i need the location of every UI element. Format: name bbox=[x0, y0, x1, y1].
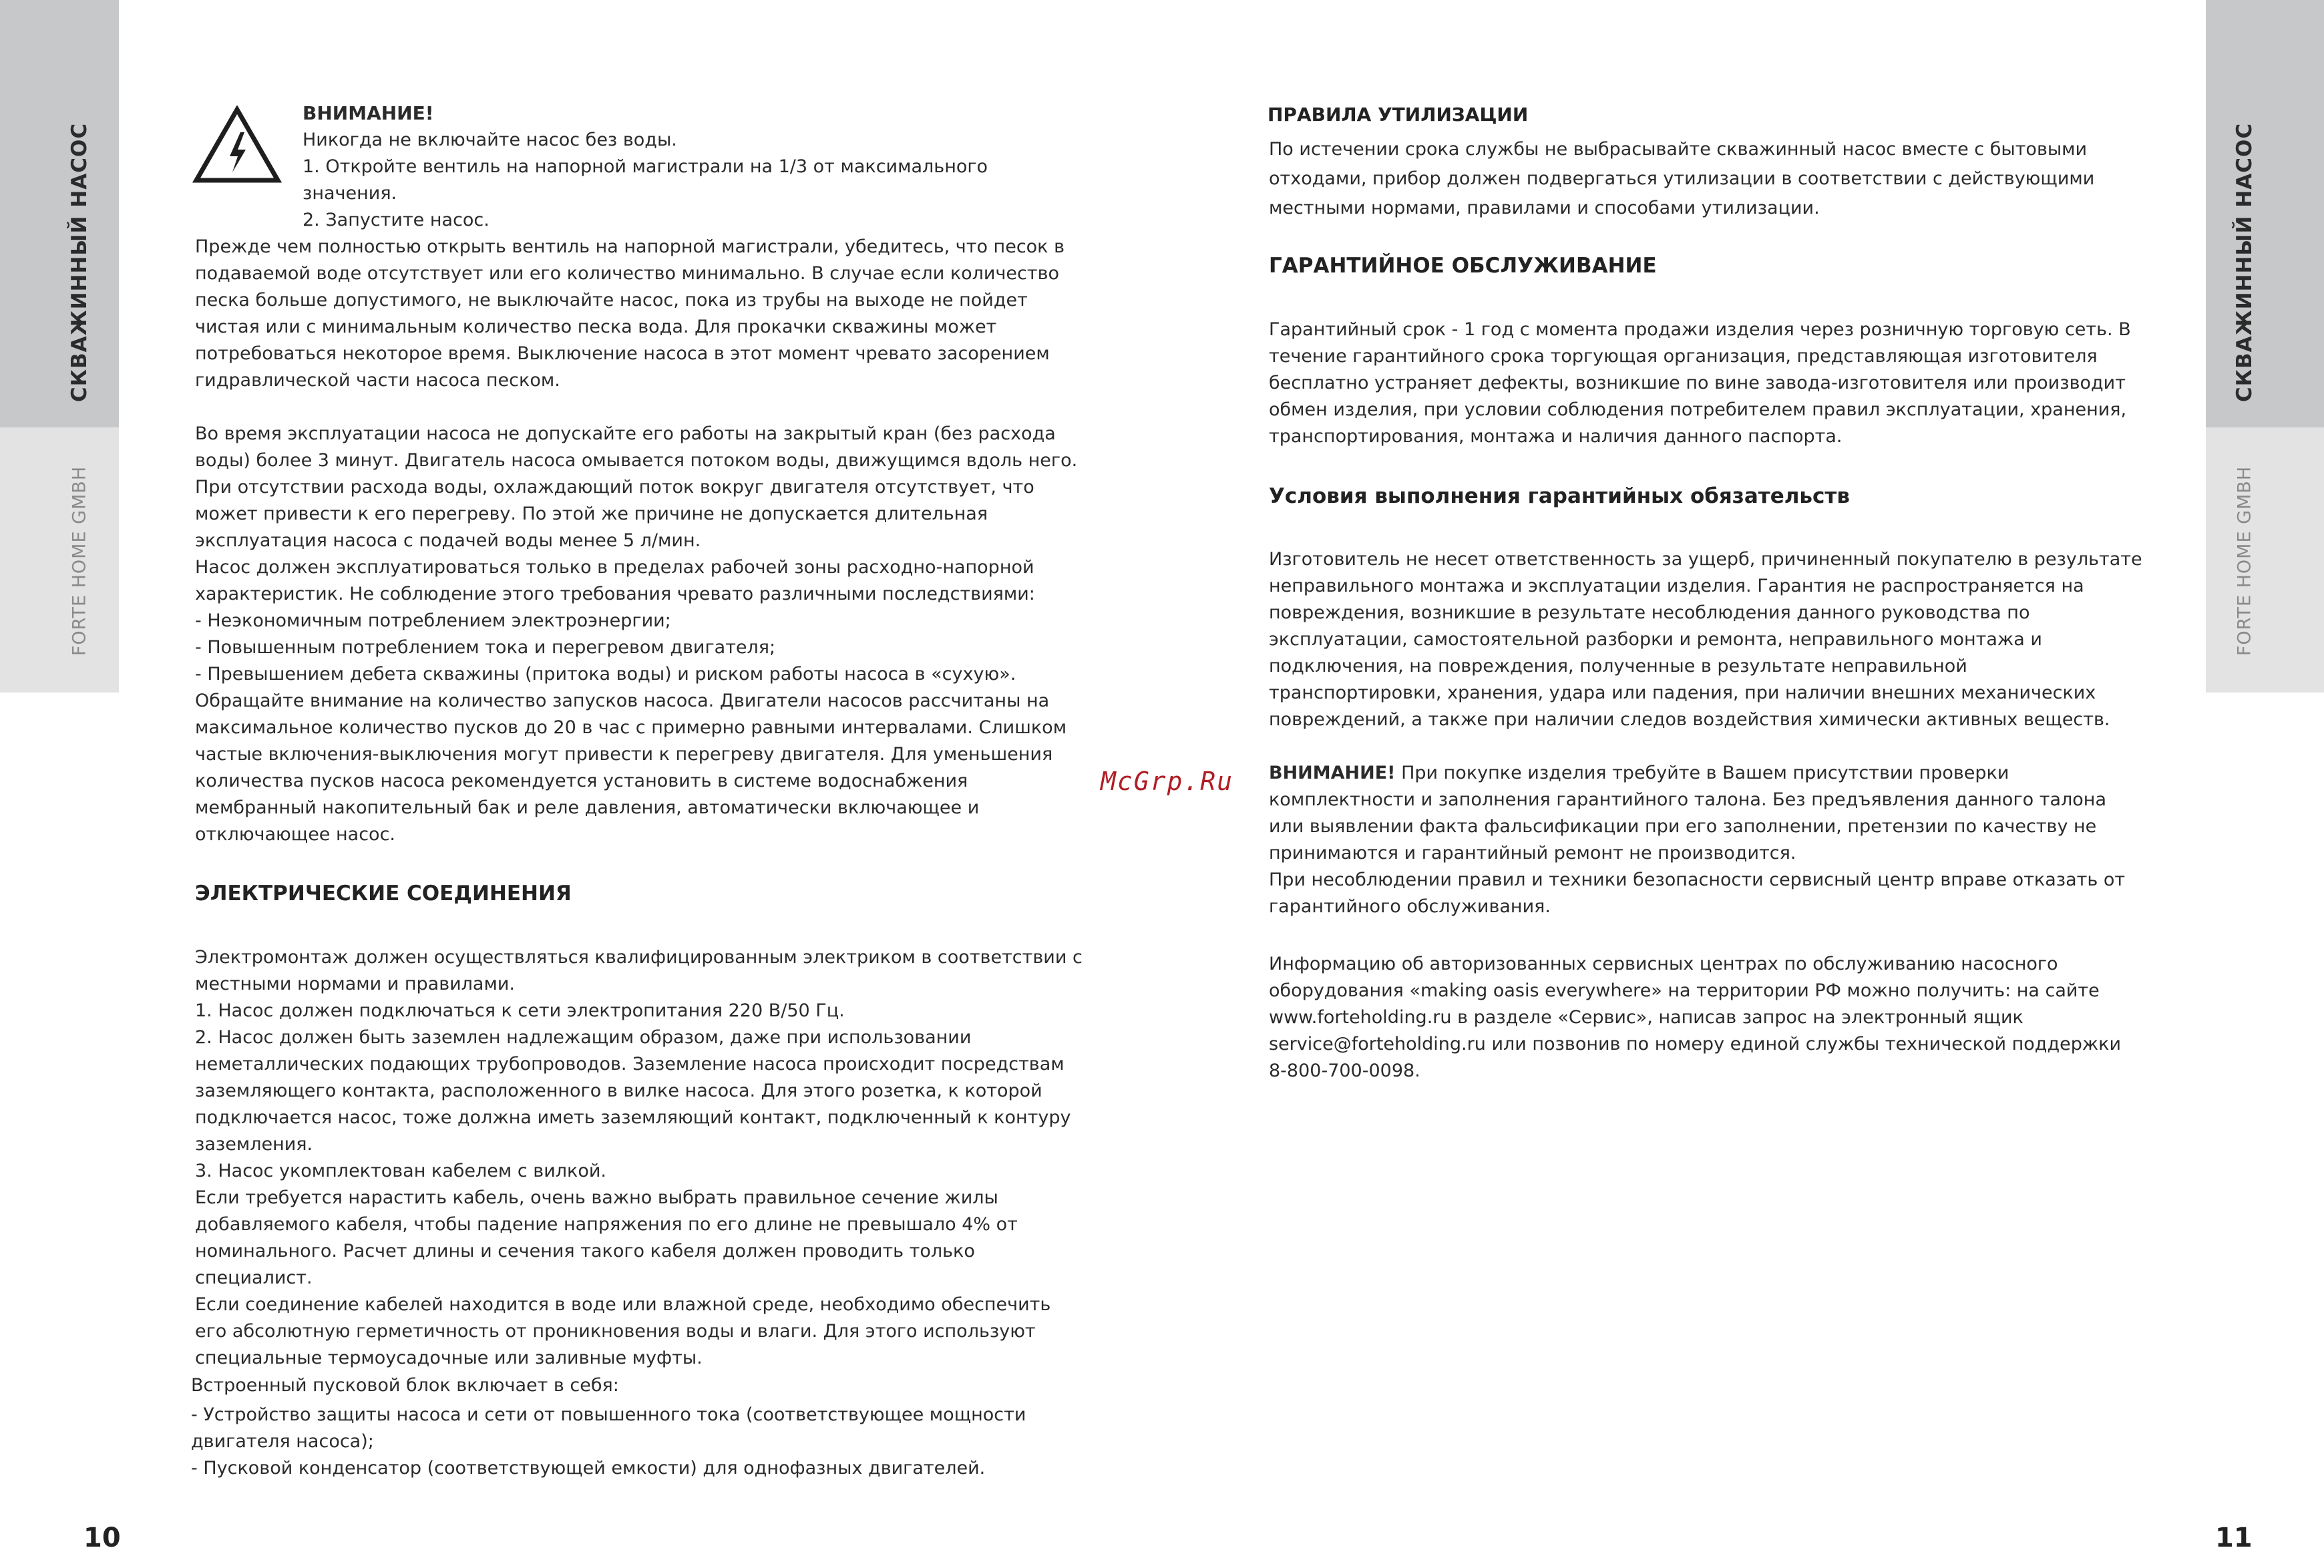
warranty-text: Гарантийный срок - 1 год с момента продажи изделия через розничную торговую сеть. В течение гарантийного срока торгующая организация, представляющая изготовителя бесплатно устраняет дефекты, возникшие по вине завода-изготовителя или производит обмен изделия, при условии соблюдения потребителем правил эксплуатации, хранения, транспортирования, монтажа и наличия данного паспорта. bbox=[1269, 319, 2131, 447]
high-voltage-warning-icon bbox=[192, 106, 282, 184]
right-brand-label: FORTE HOME GMBH bbox=[2234, 465, 2255, 656]
electric-heading: ЭЛЕКТРИЧЕСКИЕ СОЕДИНЕНИЯ bbox=[195, 881, 572, 906]
right-brand-tab bbox=[2206, 427, 2324, 693]
watermark-text: McGrp.Ru bbox=[1101, 767, 1234, 796]
sand-paragraph: Прежде чем полностью открыть вентиль на напорной магистрали, убедитесь, что песок в подаваемой воде отсутствует или его количество минимально. В случае если количество песка больше допустимого, не выключайте насос, пока из трубы на выходе не пойдет чистая или с минимальным количество песка вода. Для прокачки скважины может потребоваться некоторое время. Выключение насоса в этот момент чревато засорением гидравлической части насоса песком. bbox=[195, 236, 1064, 391]
warning-text: Никогда не включайте насос без воды. 1. Откройте вентиль на напорной магистрали на 1/3 от максимального значения. 2. Запустите насос. bbox=[303, 130, 988, 230]
left-side-tab bbox=[0, 0, 119, 427]
electric-text: Электромонтаж должен осуществляться квалифицированным электриком в соответствии с местными нормами и правилами. 1. Насос должен подключаться к сети электропитания 220 В/50 Гц. 2. Насос должен быть заземлен надлежащим образом, даже при использовании неметаллических подающих трубопроводов. Заземление насоса происходит посредствам заземляющего контакта, расположенного в вилке насоса. Для этого розетка, к которой подключается насос, тоже должна иметь заземляющий контакт, подключенный к контуру заземления. 3. Насос укомплектован кабелем с вилкой. Если требуется нарастить кабель, очень важно выбрать правильное сечение жилы добавляемого кабеля, чтобы падение напряжения по его длине не превышало 4% от номинального. Расчет длины и сечения такого кабеля должен проводить только специалист. Если соединение кабелей находится в воде или влажной среде, необходимо обеспечить его абсолютную герметичность от проникновения воды и влаги. Для этого используют специальные термоусадочные или заливные муфты. bbox=[195, 947, 1083, 1368]
conditions-text: Изготовитель не несет ответственность за ущерб, причиненный покупателю в результате неправильного монтажа и эксплуатации изделия. Гарантия не распространяется на повреждения, возникшие в результате несоблюдения данного руководства по эксплуатации, самостоятельной разборки и ремонта, неправильного монтажа и подключения, на повреждения, полученные в результате неправильной транспортировки, хранения, удара или падения, при наличии внешних механических повреждений, а также при наличии следов воздействия химически активных веществ. bbox=[1269, 549, 2142, 730]
attention-block bbox=[1269, 760, 2125, 920]
left-brand-tab bbox=[0, 427, 119, 693]
builtin-items: - Устройство защиты насоса и сети от повышенного тока (соответствующее мощности двигателя насоса); - Пусковой конденсатор (соответствующей емкости) для однофазных двигателей. bbox=[191, 1404, 1026, 1479]
warning-title: ВНИМАНИЕ! bbox=[303, 102, 434, 124]
attention-label: ВНИМАНИЕ! bbox=[1269, 763, 1396, 783]
page-number-right: 11 bbox=[2215, 1523, 2253, 1553]
operation-paragraph: Во время эксплуатации насоса не допускайте его работы на закрытый кран (без расхода воды) более 3 минут. Двигатель насоса омывается потоком воды, движущимся вдоль него. При отсутствии расхода воды, охлаждающий поток вокруг двигателя отсутствует, что может привести к его перегреву. По этой же причине не допускается длительная эксплуатация насоса с подачей воды менее 5 л/мин. Насос должен эксплуатироваться только в пределах рабочей зоны расходно-напорной характеристик. Не соблюдение этого требования чревато различными последствиями: - Неэкономичным потреблением электроэнергии; - Повышенным потреблением тока и перегревом двигателя; - Превышением дебета скважины (притока воды) и риском работы насоса в «сухую». Обращайте внимание на количество запусков насоса. Двигатели насосов рассчитаны на максимальное количество пусков до 20 в час с примерно равными интервалами. Слишком частые включения-выключения могут привести к перегреву двигателя. Для уменьшения количества пусков насоса рекомендуется установить в системе водоснабжения мембранный накопительный бак и реле давления, автоматически включающее и отключающее насос. bbox=[195, 423, 1078, 845]
right-side-tab bbox=[2206, 0, 2324, 427]
builtin-intro: Встроенный пусковой блок включает в себя: bbox=[191, 1375, 619, 1396]
page-number-left: 10 bbox=[83, 1523, 121, 1553]
disposal-text: По истечении срока службы не выбрасывайте скважинный насос вместе с бытовыми отходами, прибор должен подвергаться утилизации в соответствии с действующими местными нормами, правилами и способами утилизации. bbox=[1269, 139, 2095, 218]
attention-text: При покупке изделия требуйте в Вашем присутствии проверки комплектности и заполнения гарантийного талона. Без предъявления данного талона или выявлении факта фальсификации при его заполнении, претензии по качеству не принимаются и гарантийный ремонт не производится. При несоблюдении правил и техники безопасности сервисный центр вправе отказать от гарантийного обслуживания. bbox=[1269, 763, 2126, 917]
disposal-heading: ПРАВИЛА УТИЛИЗАЦИИ bbox=[1268, 104, 1529, 126]
service-info-text: Информацию об авторизованных сервисных центрах по обслуживанию насосного оборудования «making oasis everywhere» на территории РФ можно получить: на сайте www.forteholding.ru в разделе «Сервис», написав запрос на электронный ящик service@forteholding.ru или позвонив по номеру единой службы технической поддержки 8-800-700-0098. bbox=[1269, 954, 2122, 1081]
conditions-heading: Условия выполнения гарантийных обязательств bbox=[1269, 484, 1850, 508]
right-section-title: СКВАЖИННЫЙ НАСОС bbox=[2233, 122, 2257, 403]
left-section-title: СКВАЖИННЫЙ НАСОС bbox=[67, 122, 91, 403]
warranty-heading: ГАРАНТИЙНОЕ ОБСЛУЖИВАНИЕ bbox=[1269, 254, 1657, 278]
left-brand-label: FORTE HOME GMBH bbox=[69, 465, 90, 656]
